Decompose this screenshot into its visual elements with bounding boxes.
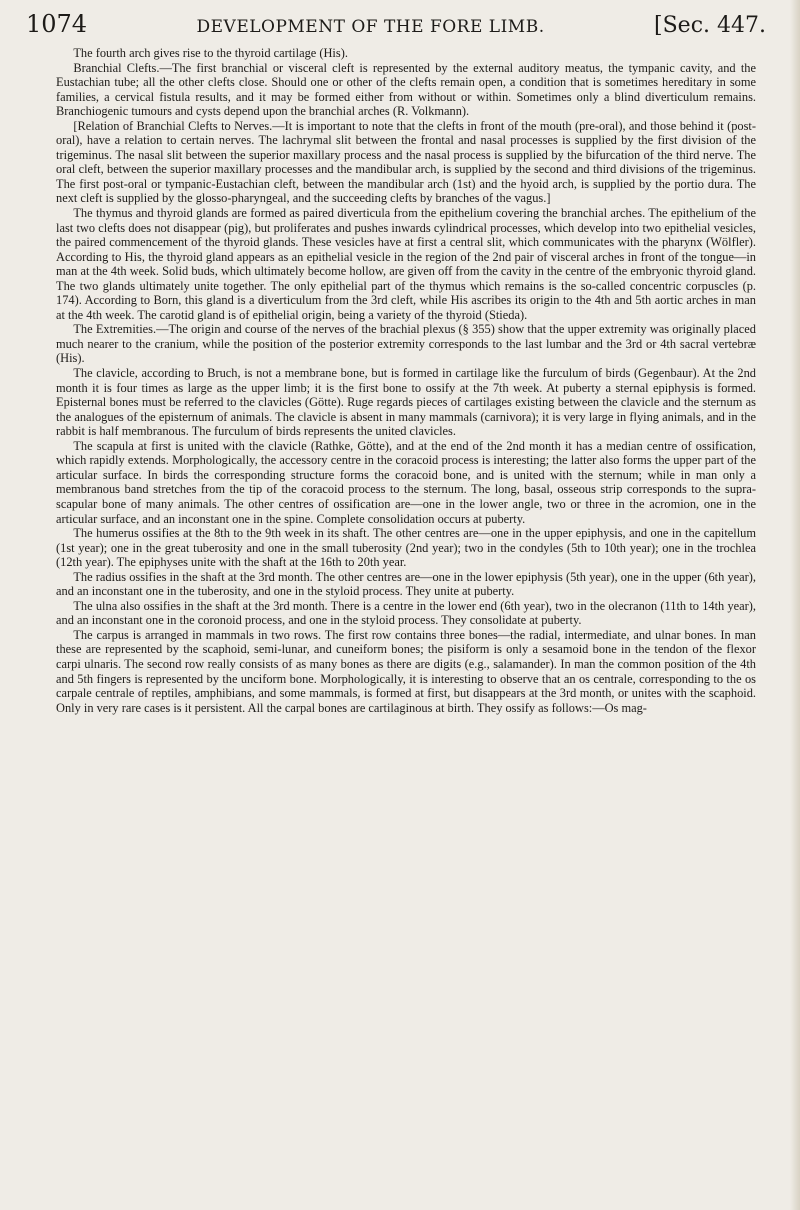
section-reference: [Sec. 447.: [654, 13, 766, 38]
paragraph-carpus: The carpus is arranged in mammals in two rows. The first row contains three bones—the radial, intermediate, and ulnar bones. In man these are represented by the scaphoid, semi-lunar, and cuneiform bones; the pisiform is only a sesamoid bone in the tendon of the flexor carpi ulnaris. The second row really consists of as many bones as there are digits (e.g., salamander). In man the common position of the 4th and 5th fingers is represented by the unciform bone. Morphologically, it is interesting to observe that an os centrale, corresponding to the os carpale centrale of reptiles, amphibians, and some mammals, is formed at first, but disappears at the 3rd month, or unites with the scaphoid. Only in very rare cases is it persistent. All the carpal bones are cartilaginous at birth. They ossify as follows:—Os mag-: [56, 627, 756, 715]
paragraph-branchial-clefts: Branchial Clefts.—The first branchial or visceral cleft is represented by the external auditory meatus, the tympanic cavity, and the Eustachian tube; all the other clefts close. Should one or other of the clefts remain open, a condition that is sometimes hereditary in some families, a cervical fistula results, and it may be formed either from without or within. Sometimes only a blind diverticulum remains. Branchiogenic tumours and cysts depend upon the branchial arches (R. Volkmann).: [56, 60, 756, 119]
paragraph-thymus-thyroid: The thymus and thyroid glands are formed as paired diverticula from the epithelium covering the branchial arches. The epithelium of the last two clefts does not disappear (pig), but proliferates and pushes inwards cylindrical processes, which develop into two epithelial vesicles, the paired commencement of the thyroid glands. These vesicles have at first a central slit, which communicates with the pharynx (Wölfler). According to His, the thyroid gland appears as an epithelial vesicle in the region of the 2nd pair of visceral arches in front of the tongue—in man at the 4th week. Solid buds, which ultimately become hollow, are given off from the cavity in the centre of the embryonic thyroid gland. The two glands ultimately unite together. The only epithelial part of the thymus which remains is the so-called concentric corpuscles (p. 174). According to Born, this gland is a diverticulum from the 3rd cleft, while His ascribes its origin to the 4th and 5th aortic arches in man at the 4th week. The carotid gland is of epithelial origin, being a variety of the thyroid (Stieda).: [56, 206, 756, 322]
paragraph-thyroid-cartilage: The fourth arch gives rise to the thyroid cartilage (His).: [73, 46, 348, 60]
page-edge-shadow: [790, 0, 800, 1210]
paragraph-clefts-nerves: [Relation of Branchial Clefts to Nerves.—It is important to note that the clefts in front of the mouth (pre-oral), and those behind it (post-oral), have a relation to certain nerves. The lachrymal slit between the frontal and nasal processes is supplied by the first division of the trigeminus. The nasal slit between the superior maxillary process and the nasal process is supplied by the bifurcation of the third nerve. The oral cleft, between the superior maxillary processes and the mandibular arch, is supplied by the second and third divisions of the trigeminus. The first post-oral or tympanic-Eustachian cleft, between the mandibular arch (1st) and the hyoid arch, is supplied by the portio dura. The next cleft is supplied by the glosso-pharyngeal, and the succeeding clefts by branches of the vagus.]: [56, 118, 756, 206]
paragraph-extremities: The Extremities.—The origin and course of the nerves of the brachial plexus (§ 355) show that the upper extremity was originally placed much nearer to the cranium, while the position of the posterior extremity corresponds to the last lumbar and the 3rd or 4th sacral vertebræ (His).: [56, 322, 756, 366]
paragraph-humerus: The humerus ossifies at the 8th to the 9th week in its shaft. The other centres are—one in the upper epiphysis, and one in the capitellum (1st year); one in the great tuberosity and one in the small tuberosity (2nd year); two in the condyles (5th to 10th year); one in the trochlea (12th year). The epiphyses unite with the shaft at the 16th to 20th year.: [56, 526, 756, 570]
paragraph-scapula: The scapula at first is united with the clavicle (Rathke, Götte), and at the end of the 2nd month it has a median centre of ossification, which rapidly extends. Morphologically, the accessory centre in the coracoid process is interesting; the latter also forms the upper part of the articular surface. In birds the corresponding structure forms the coracoid bone, and is united with the sternum; while in man only a membranous band stretches from the tip of the coracoid process to the sternum. The long, basal, osseous strip corresponds to the supra-scapular bone of many animals. The other centres of ossification are—one in the lower angle, two or three in the acromion, one in the articular surface, and an inconstant one in the spine. Complete consolidation occurs at puberty.: [56, 438, 756, 526]
paragraph-radius: The radius ossifies in the shaft at the 3rd month. The other centres are—one in the lower epiphysis (5th year), one in the upper (6th year), and an inconstant one in the tuberosity, and one in the styloid process. They unite at puberty.: [56, 569, 756, 599]
body-text: [56, 46, 756, 1202]
page-number: 1074: [26, 10, 88, 38]
paragraph-ulna: The ulna also ossifies in the shaft at the 3rd month. There is a centre in the lower end (6th year), two in the olecranon (11th to 14th year), and an inconstant one in the coronoid process, and one in the styloid process. They consolidate at puberty.: [56, 598, 756, 628]
paragraph-clavicle: The clavicle, according to Bruch, is not a membrane bone, but is formed in cartilage like the furculum of birds (Gegenbaur). At the 2nd month it is four times as large as the upper limb; it is the first bone to ossify at the 7th week. At puberty a sternal epiphysis is formed. Episternal bones must be referred to the clavicles (Götte). Ruge regards pieces of cartilages existing between the clavicle and the sternum as the analogues of the episternum of animals. The clavicle is absent in many mammals (carnivora); it is very large in flying animals, and in the rabbit is half membranous. The furculum of birds represents the united clavicles.: [56, 366, 756, 439]
page-header: [26, 10, 766, 42]
running-title: DEVELOPMENT OF THE FORE LIMB.: [196, 17, 545, 37]
